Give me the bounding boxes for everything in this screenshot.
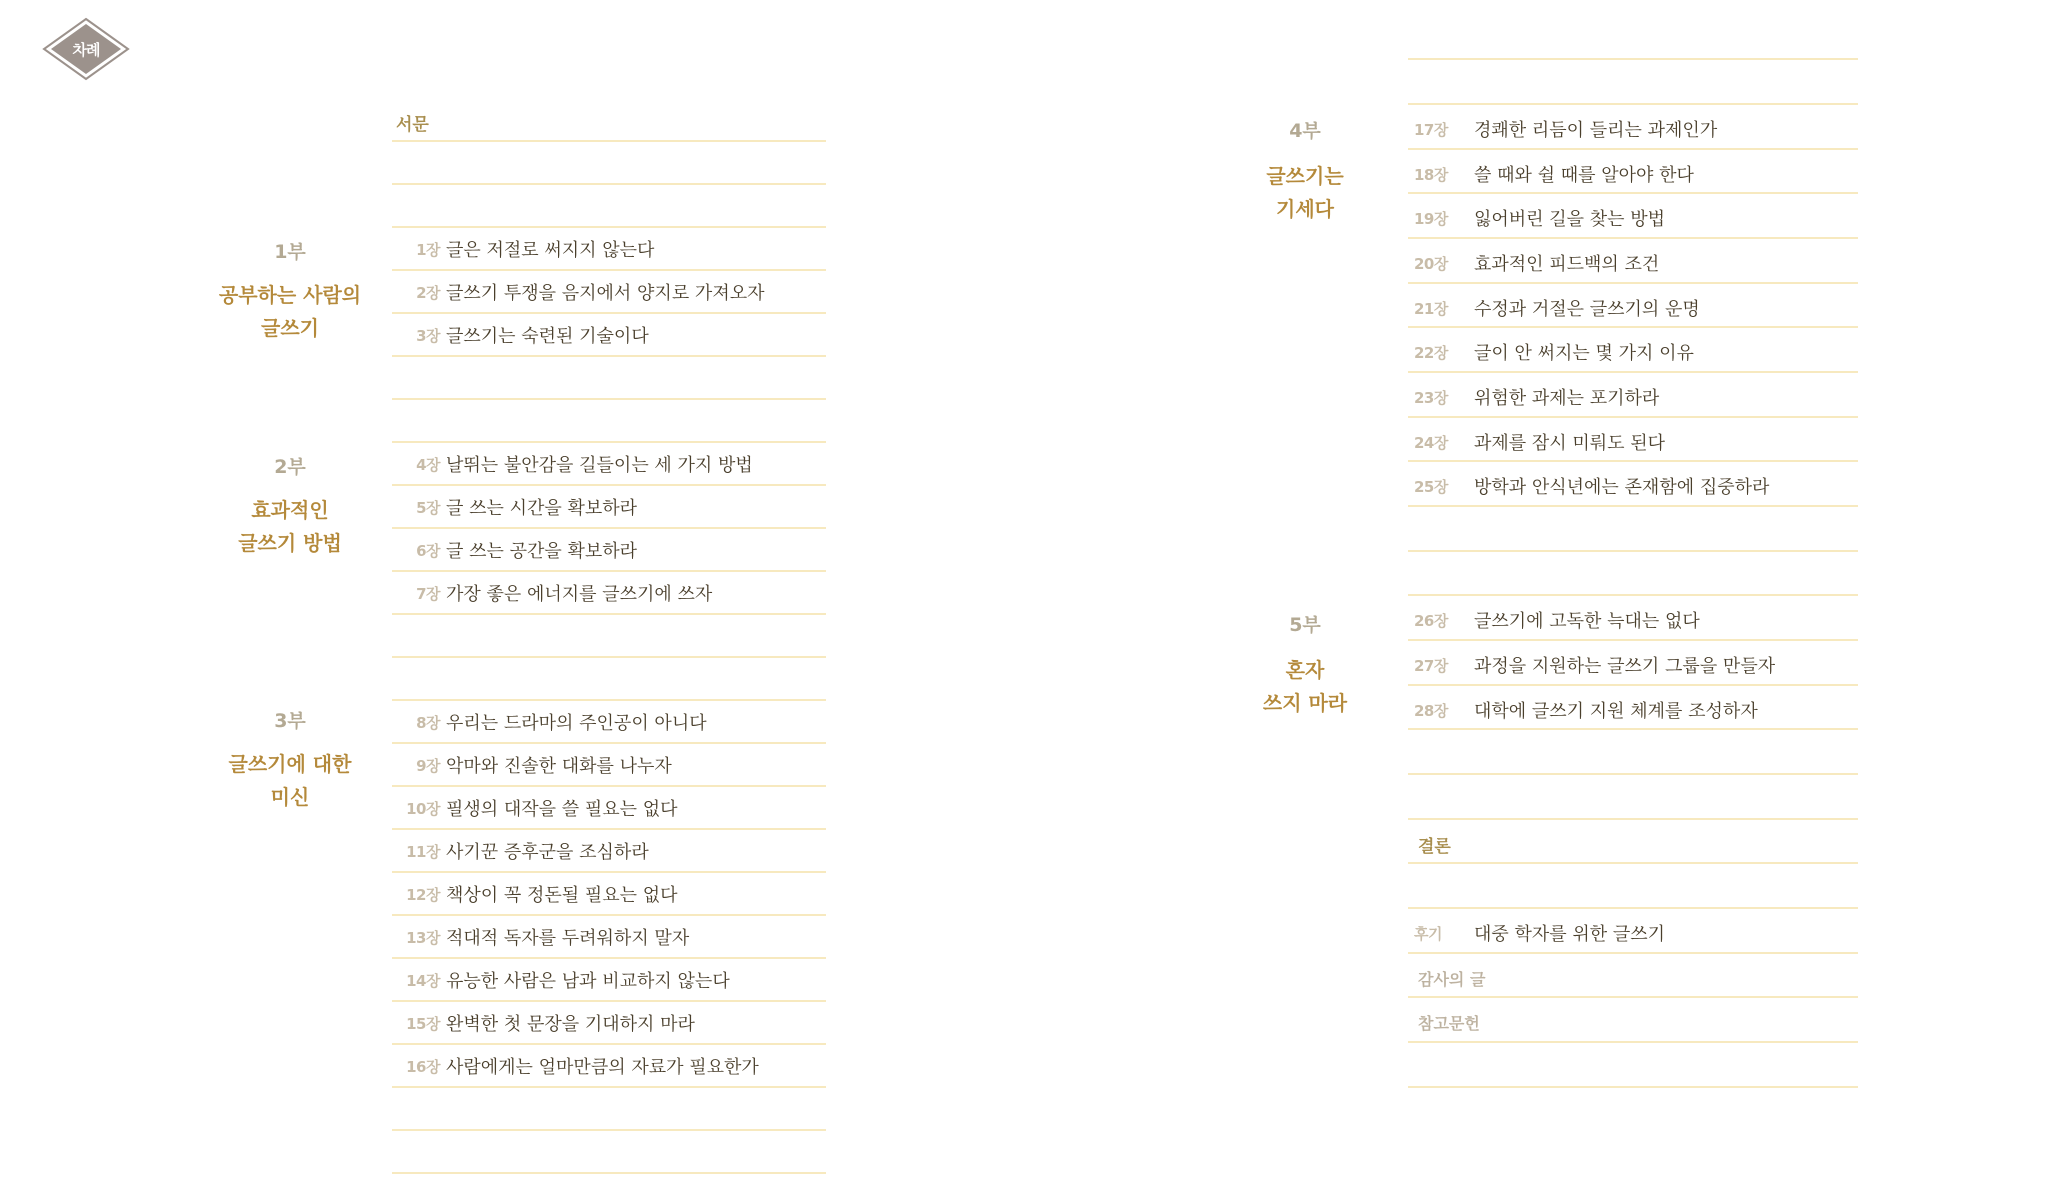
rule-line <box>1408 773 1858 775</box>
rule-line <box>1408 728 1858 730</box>
rule-line <box>392 570 826 572</box>
rule-line <box>392 1172 826 1174</box>
rule-line <box>1408 907 1858 909</box>
rule-line <box>1408 1041 1858 1043</box>
part-2-title: 효과적인 글쓰기 방법 <box>238 498 342 555</box>
toc-chapter[interactable]: 21장 수정과 거절은 글쓰기의 운명 <box>1414 299 1700 320</box>
rule-line <box>392 140 826 142</box>
part-1-title: 공부하는 사람의 글쓰기 <box>218 283 362 340</box>
toc-badge <box>41 16 131 82</box>
acknowledgements-heading[interactable]: 감사의 글 <box>1418 969 1486 989</box>
rule-line <box>392 1043 826 1045</box>
rule-line <box>1408 505 1858 507</box>
part-1-number: 1부 <box>274 241 306 263</box>
rule-line <box>1408 58 1858 60</box>
toc-chapter[interactable]: 28장 대학에 글쓰기 지원 체계를 조성하자 <box>1414 701 1758 722</box>
rule-line <box>392 183 826 185</box>
part-4-number: 4부 <box>1289 120 1321 142</box>
toc-chapter[interactable]: 14장 유능한 사람은 남과 비교하지 않는다 <box>406 971 730 992</box>
rule-line <box>392 957 826 959</box>
part-4-title: 글쓰기는 기세다 <box>1266 164 1344 221</box>
rule-line <box>1408 103 1858 105</box>
conclusion-heading[interactable]: 결론 <box>1418 836 1451 857</box>
rule-line <box>1408 237 1858 239</box>
rule-line <box>1408 952 1858 954</box>
rule-line <box>1408 371 1858 373</box>
toc-chapter[interactable]: 20장 효과적인 피드백의 조건 <box>1414 254 1660 275</box>
toc-chapter[interactable]: 5장 글 쓰는 시간을 확보하라 <box>416 498 638 519</box>
rule-line <box>392 1129 826 1131</box>
toc-chapter[interactable]: 25장 방학과 안식년에는 존재함에 집중하라 <box>1414 477 1770 498</box>
toc-chapter[interactable]: 11장 사기꾼 증후군을 조심하라 <box>406 842 649 863</box>
rule-line <box>1408 148 1858 150</box>
rule-line <box>1408 416 1858 418</box>
rule-line <box>1408 460 1858 462</box>
rule-line <box>392 1000 826 1002</box>
rule-line <box>1408 1086 1858 1088</box>
toc-chapter[interactable]: 23장 위험한 과제는 포기하라 <box>1414 388 1660 409</box>
part-3-number: 3부 <box>274 710 306 732</box>
toc-chapter[interactable]: 3장 글쓰기는 숙련된 기술이다 <box>416 326 649 347</box>
rule-line <box>392 871 826 873</box>
toc-chapter[interactable]: 12장 책상이 꼭 정돈될 필요는 없다 <box>406 885 678 906</box>
rule-line <box>392 269 826 271</box>
rule-line <box>392 355 826 357</box>
toc-chapter[interactable]: 2장 글쓰기 투쟁을 음지에서 양지로 가져오자 <box>416 283 765 304</box>
toc-chapter[interactable]: 22장 글이 안 써지는 몇 가지 이유 <box>1414 343 1694 364</box>
rule-line <box>392 656 826 658</box>
rule-line <box>392 785 826 787</box>
references-heading[interactable]: 참고문헌 <box>1418 1013 1480 1033</box>
toc-chapter[interactable]: 9장 악마와 진솔한 대화를 나누자 <box>416 756 672 777</box>
rule-line <box>392 613 826 615</box>
toc-chapter[interactable]: 17장 경쾌한 리듬이 들리는 과제인가 <box>1414 120 1718 141</box>
rule-line <box>392 484 826 486</box>
toc-chapter[interactable]: 10장 필생의 대작을 쓸 필요는 없다 <box>406 799 678 820</box>
toc-chapter[interactable]: 7장 가장 좋은 에너지를 글쓰기에 쓰자 <box>416 584 713 605</box>
toc-afterword[interactable]: 후기 대중 학자를 위한 글쓰기 <box>1414 924 1666 945</box>
rule-line <box>392 441 826 443</box>
badge-label: 차례 <box>72 40 100 59</box>
toc-chapter[interactable]: 15장 완벽한 첫 문장을 기대하지 마라 <box>406 1014 695 1035</box>
rule-line <box>1408 282 1858 284</box>
rule-line <box>392 742 826 744</box>
rule-line <box>1408 818 1858 820</box>
part-3-title: 글쓰기에 대한 미신 <box>228 752 352 809</box>
toc-chapter[interactable]: 4장 날뛰는 불안감을 길들이는 세 가지 방법 <box>416 455 753 476</box>
rule-line <box>1408 550 1858 552</box>
part-2-number: 2부 <box>274 456 306 478</box>
rule-line <box>1408 192 1858 194</box>
toc-chapter[interactable]: 13장 적대적 독자를 두려워하지 말자 <box>406 928 690 949</box>
toc-chapter[interactable]: 26장 글쓰기에 고독한 늑대는 없다 <box>1414 611 1700 632</box>
toc-chapter[interactable]: 8장 우리는 드라마의 주인공이 아니다 <box>416 713 707 734</box>
rule-line <box>1408 862 1858 864</box>
toc-chapter[interactable]: 27장 과정을 지원하는 글쓰기 그룹을 만들자 <box>1414 656 1776 677</box>
part-5-title: 혼자 쓰지 마라 <box>1262 658 1348 715</box>
toc-chapter[interactable]: 16장 사람에게는 얼마만큼의 자료가 필요한가 <box>406 1057 759 1078</box>
rule-line <box>392 398 826 400</box>
rule-line <box>1408 996 1858 998</box>
rule-line <box>392 312 826 314</box>
rule-line <box>1408 684 1858 686</box>
rule-line <box>392 914 826 916</box>
rule-line <box>392 226 826 228</box>
intro-heading[interactable]: 서문 <box>396 114 429 135</box>
toc-chapter[interactable]: 6장 글 쓰는 공간을 확보하라 <box>416 541 638 562</box>
rule-line <box>1408 594 1858 596</box>
rule-line <box>392 699 826 701</box>
rule-line <box>392 828 826 830</box>
rule-line <box>392 527 826 529</box>
toc-chapter[interactable]: 18장 쓸 때와 쉴 때를 알아야 한다 <box>1414 165 1694 186</box>
rule-line <box>1408 326 1858 328</box>
toc-chapter[interactable]: 1장 글은 저절로 써지지 않는다 <box>416 240 655 261</box>
toc-chapter[interactable]: 19장 잃어버린 길을 찾는 방법 <box>1414 209 1666 230</box>
rule-line <box>392 1086 826 1088</box>
toc-chapter[interactable]: 24장 과제를 잠시 미뤄도 된다 <box>1414 433 1666 454</box>
part-5-number: 5부 <box>1289 614 1321 636</box>
rule-line <box>1408 639 1858 641</box>
